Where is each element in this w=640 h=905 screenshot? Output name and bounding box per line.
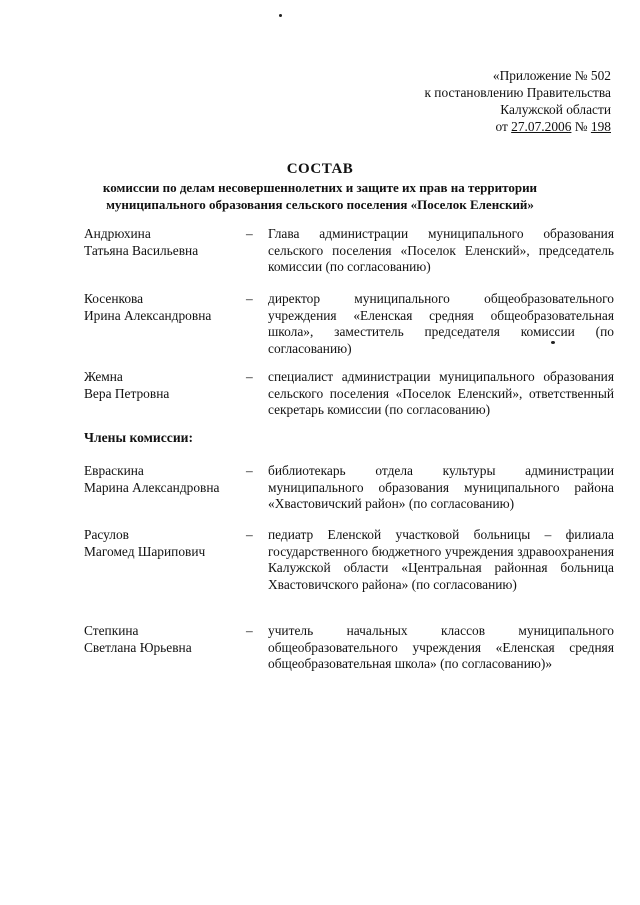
dash-separator: – [246,527,253,542]
person-surname: Степкина [84,623,139,638]
document-title [60,160,580,213]
person-surname: Евраскина [84,463,144,478]
dash-separator: – [246,623,253,638]
person-role: директор муниципального общеобразовательного учреждения «Еленская средняя общеобразовательная школа», заместитель председателя комиссии (по согласованию) [268,291,614,356]
person-given-names: Вера Петровна [84,385,170,401]
title-main: СОСТАВ [286,161,354,177]
person-surname: Косенкова [84,291,144,306]
title-line-1: комиссии по делам несовершеннолетних и защите их прав на территории [102,180,538,195]
person-name [84,369,244,402]
dash-separator: – [246,226,253,241]
person-name [84,291,244,324]
dash-separator: – [246,369,253,384]
person-given-names: Марина Александровна [84,479,220,495]
person-role: педиатр Еленской участковой больницы – филиала государственного бюджетного учреждения здравоохранения Калужской области «Центральная районная больница Хвастовичского района» (по согласованию) [268,527,614,592]
person-surname: Жемна [84,369,123,384]
annex-line-1: «Приложение № 502 [492,68,611,83]
annex-date-prefix: от [495,119,512,134]
annex-line-3: Калужской области [500,102,611,117]
annex-number-sign: № [571,119,591,134]
members-heading: Члены комиссии: [84,430,194,445]
person-given-names: Магомед Шарипович [84,543,206,559]
person-name [84,527,244,560]
person-role: учитель начальных классов муниципального общеобразовательного учреждения «Еленская средняя общеобразовательная школа» (по согласованию)» [268,623,614,672]
dash-separator: – [246,463,253,478]
annex-line-4 [424,118,611,135]
person-surname: Андрюхина [84,226,151,241]
scan-speck [279,14,282,17]
title-line-2: муниципального образования сельского поселения «Поселок Еленский» [106,197,534,212]
person-given-names: Ирина Александровна [84,307,212,323]
annex-date: 27.07.2006 [511,119,572,134]
annex-line-2: к постановлению Правительства [424,85,611,100]
dash-separator: – [246,291,253,306]
person-role: библиотекарь отдела культуры администрации муниципального образования муниципального района «Хвастовичский район» (по согласованию) [268,463,614,512]
person-name [84,226,244,259]
person-name [84,463,244,496]
person-given-names: Светлана Юрьевна [84,639,192,655]
person-given-names: Татьяна Васильевна [84,242,199,258]
annex-header [424,67,611,135]
person-role: специалист администрации муниципального образования сельского поселения «Поселок Еленский», ответственный секретарь комиссии (по согласованию) [268,369,614,418]
person-surname: Расулов [84,527,129,542]
person-role: Глава администрации муниципального образования сельского поселения «Поселок Еленский», председатель комиссии (по согласованию) [268,226,614,275]
annex-number: 198 [590,119,611,134]
person-name [84,623,244,656]
